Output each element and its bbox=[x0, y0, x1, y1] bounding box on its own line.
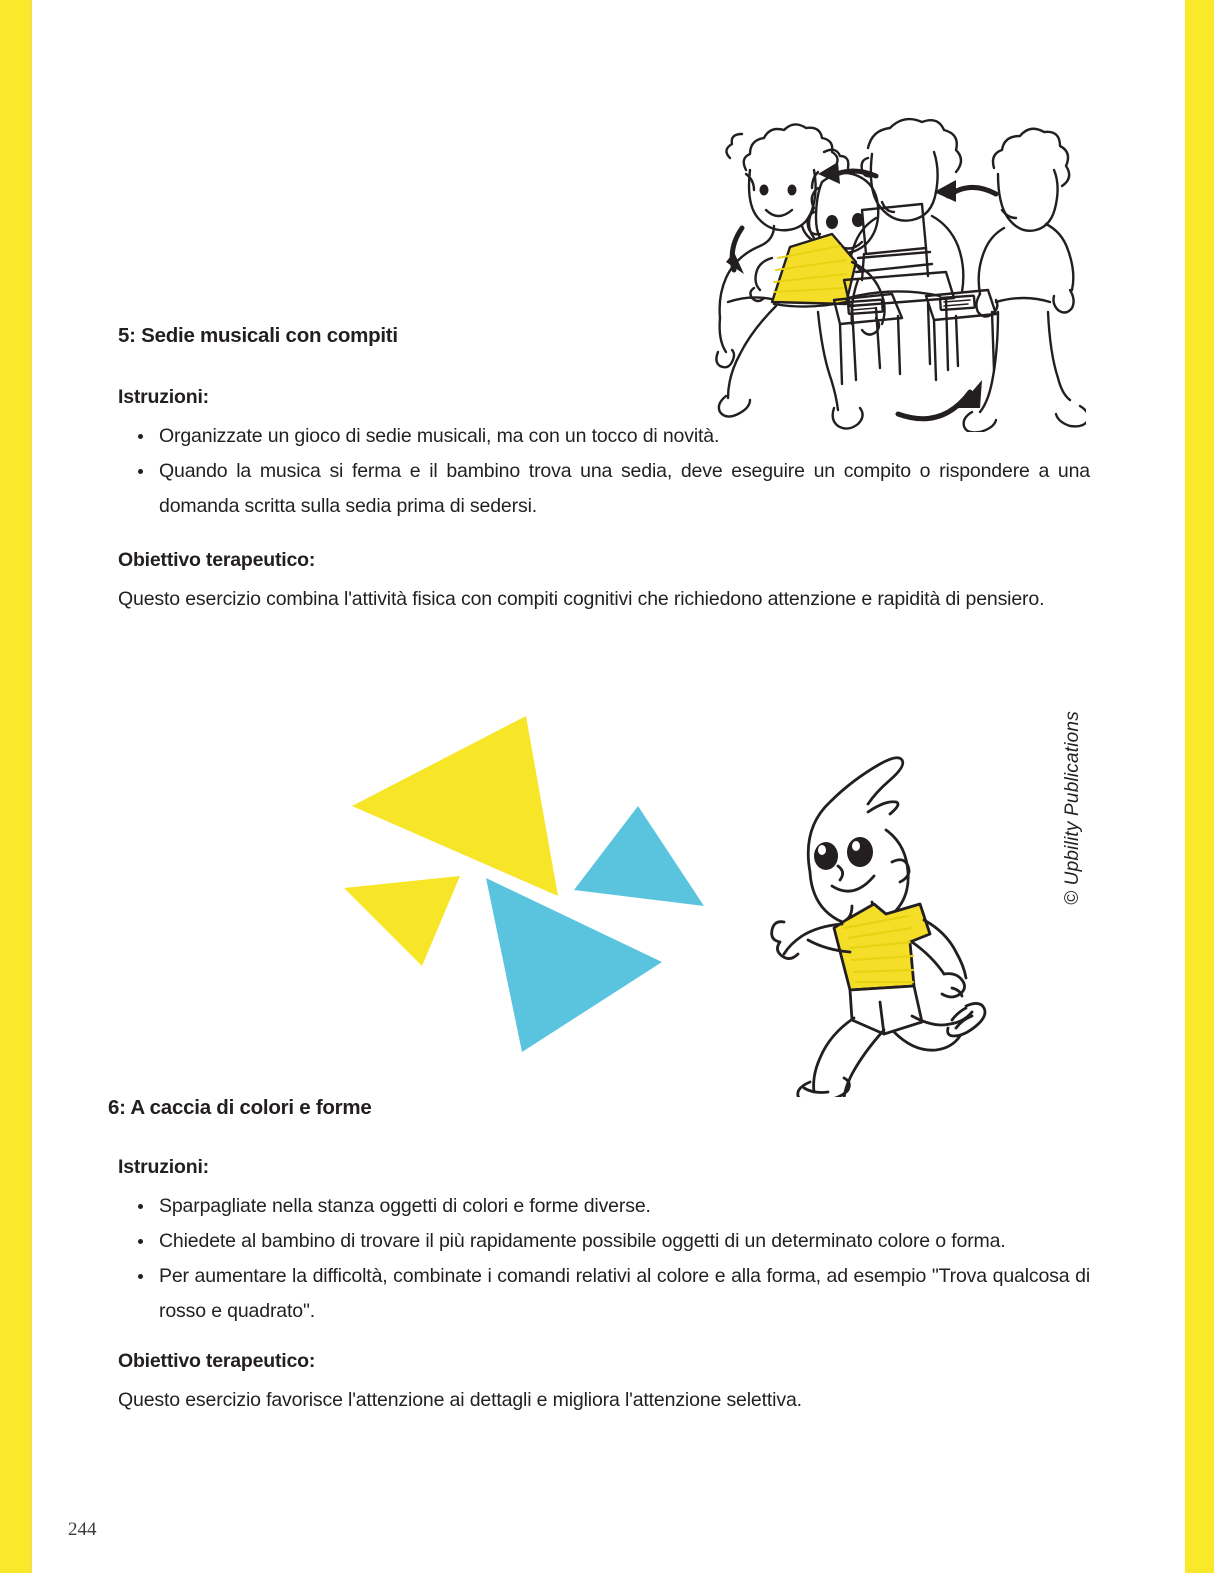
triangle-yellow-large bbox=[352, 716, 558, 896]
section-5-heading: 5: Sedie musicali con compiti bbox=[118, 324, 398, 347]
section-5-objective-text: Questo esercizio combina l'attività fisica con compiti cognitivi che richiedono attenzione e rapidità di pensiero. bbox=[118, 588, 1045, 610]
section-6-objective-text: Questo esercizio favorisce l'attenzione ai dettagli e migliora l'attenzione selettiva. bbox=[118, 1389, 802, 1411]
section-6-heading: 6: A caccia di colori e forme bbox=[108, 1096, 372, 1119]
right-accent-band bbox=[1185, 0, 1214, 1573]
section-6-instructions-list bbox=[118, 1189, 1090, 1329]
page-number: 244 bbox=[68, 1519, 97, 1540]
section-6-instructions-label: Istruzioni: bbox=[118, 1156, 209, 1178]
list-item: Quando la musica si ferma e il bambino trova una sedia, deve eseguire un compito o rispondere a una domanda scritta sulla sedia prima di sedersi. bbox=[118, 454, 1090, 524]
copyright-text: © Upbility Publications bbox=[1062, 711, 1083, 905]
running-child-illustration bbox=[762, 752, 987, 1097]
triangle-cyan-small bbox=[574, 806, 704, 906]
list-item: Organizzate un gioco di sedie musicali, ma con un tocco di novità. bbox=[118, 419, 1090, 454]
section-5-objective-label: Obiettivo terapeutico: bbox=[118, 549, 316, 571]
section-6-objective-label: Obiettivo terapeutico: bbox=[118, 1350, 316, 1372]
list-item: Per aumentare la difficoltà, combinate i comandi relativi al colore e alla forma, ad esempio "Trova qualcosa di rosso e quadrato". bbox=[118, 1259, 1090, 1329]
section-5-instructions-list bbox=[118, 419, 1090, 524]
triangle-yellow-small bbox=[344, 876, 460, 966]
list-item: Chiedete al bambino di trovare il più rapidamente possibile oggetti di un determinato colore o forma. bbox=[118, 1224, 1090, 1259]
list-item: Sparpagliate nella stanza oggetti di colori e forme diverse. bbox=[118, 1189, 1090, 1224]
section-5-instructions-label: Istruzioni: bbox=[118, 386, 209, 408]
triangle-cyan-large bbox=[486, 878, 662, 1052]
colored-triangles-illustration bbox=[340, 710, 720, 1060]
musical-chairs-illustration bbox=[706, 112, 1086, 432]
copyright-notice bbox=[1062, 675, 1084, 905]
